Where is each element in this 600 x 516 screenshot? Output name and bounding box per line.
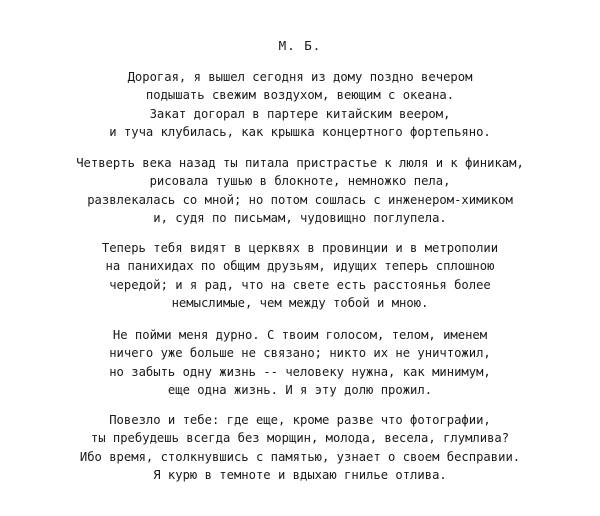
stanza-1 [0, 68, 600, 142]
poem-line: подышать свежим воздухом, веющим с океана. [145, 88, 455, 103]
stanza-2 [0, 154, 600, 228]
poem-line: развлекалась со мной; но потом сошлась с инженером-химиком [87, 192, 513, 207]
poem-line: еще одна жизнь. И я эту долю прожил. [167, 383, 433, 398]
poem-line: на панихидах по общим друзьям, идущих теперь сплошною [105, 259, 495, 274]
poem-line: и, судя по письмам, чудовищно поглупела. [153, 211, 447, 226]
poem-line: немыслимые, чем между тобой и мною. [171, 296, 429, 311]
stanza-4 [0, 326, 600, 400]
poem-line: Четверть века назад ты питала пристрастье к люля и к финикам, [76, 156, 524, 170]
poem-line: рисовала тушью в блокноте, немножко пела, [149, 174, 451, 189]
poem-line: Закат догорал в партере китайским веером, [149, 106, 451, 121]
poem-line: ты пребудешь всегда без морщин, молода, весела, глумлива? [90, 431, 510, 446]
poem-line: Ибо время, столкнувшись с памятью, узнает о своем бесправии. [79, 449, 521, 464]
poem-line: Я курю в темноте и вдыхаю гнилье отлива. [153, 468, 447, 483]
poem-line: чередой; и я рад, что на свете есть расстоянья более [109, 277, 491, 292]
poem-title: М. Б. [278, 38, 322, 53]
poem-line: и туча клубилась, как крышка концертного фортепьяно. [109, 125, 491, 140]
poem-line: Не пойми меня дурно. С твоим голосом, телом, именем [112, 328, 488, 342]
stanza-5 [0, 411, 600, 485]
poem-line: Повезло и тебе: где еще, кроме разве что фотографии, [109, 413, 491, 427]
poem-line: Дорогая, я вышел сегодня из дому поздно вечером [127, 70, 473, 84]
poem-line: ничего уже больше не связано; никто их не уничтожил, [109, 346, 491, 361]
poem-line: Теперь тебя видят в церквях в провинции и в метрополии [101, 241, 499, 255]
stanza-3 [0, 239, 600, 313]
poem-line: но забыть одну жизнь -- человеку нужна, как минимум, [109, 364, 491, 379]
